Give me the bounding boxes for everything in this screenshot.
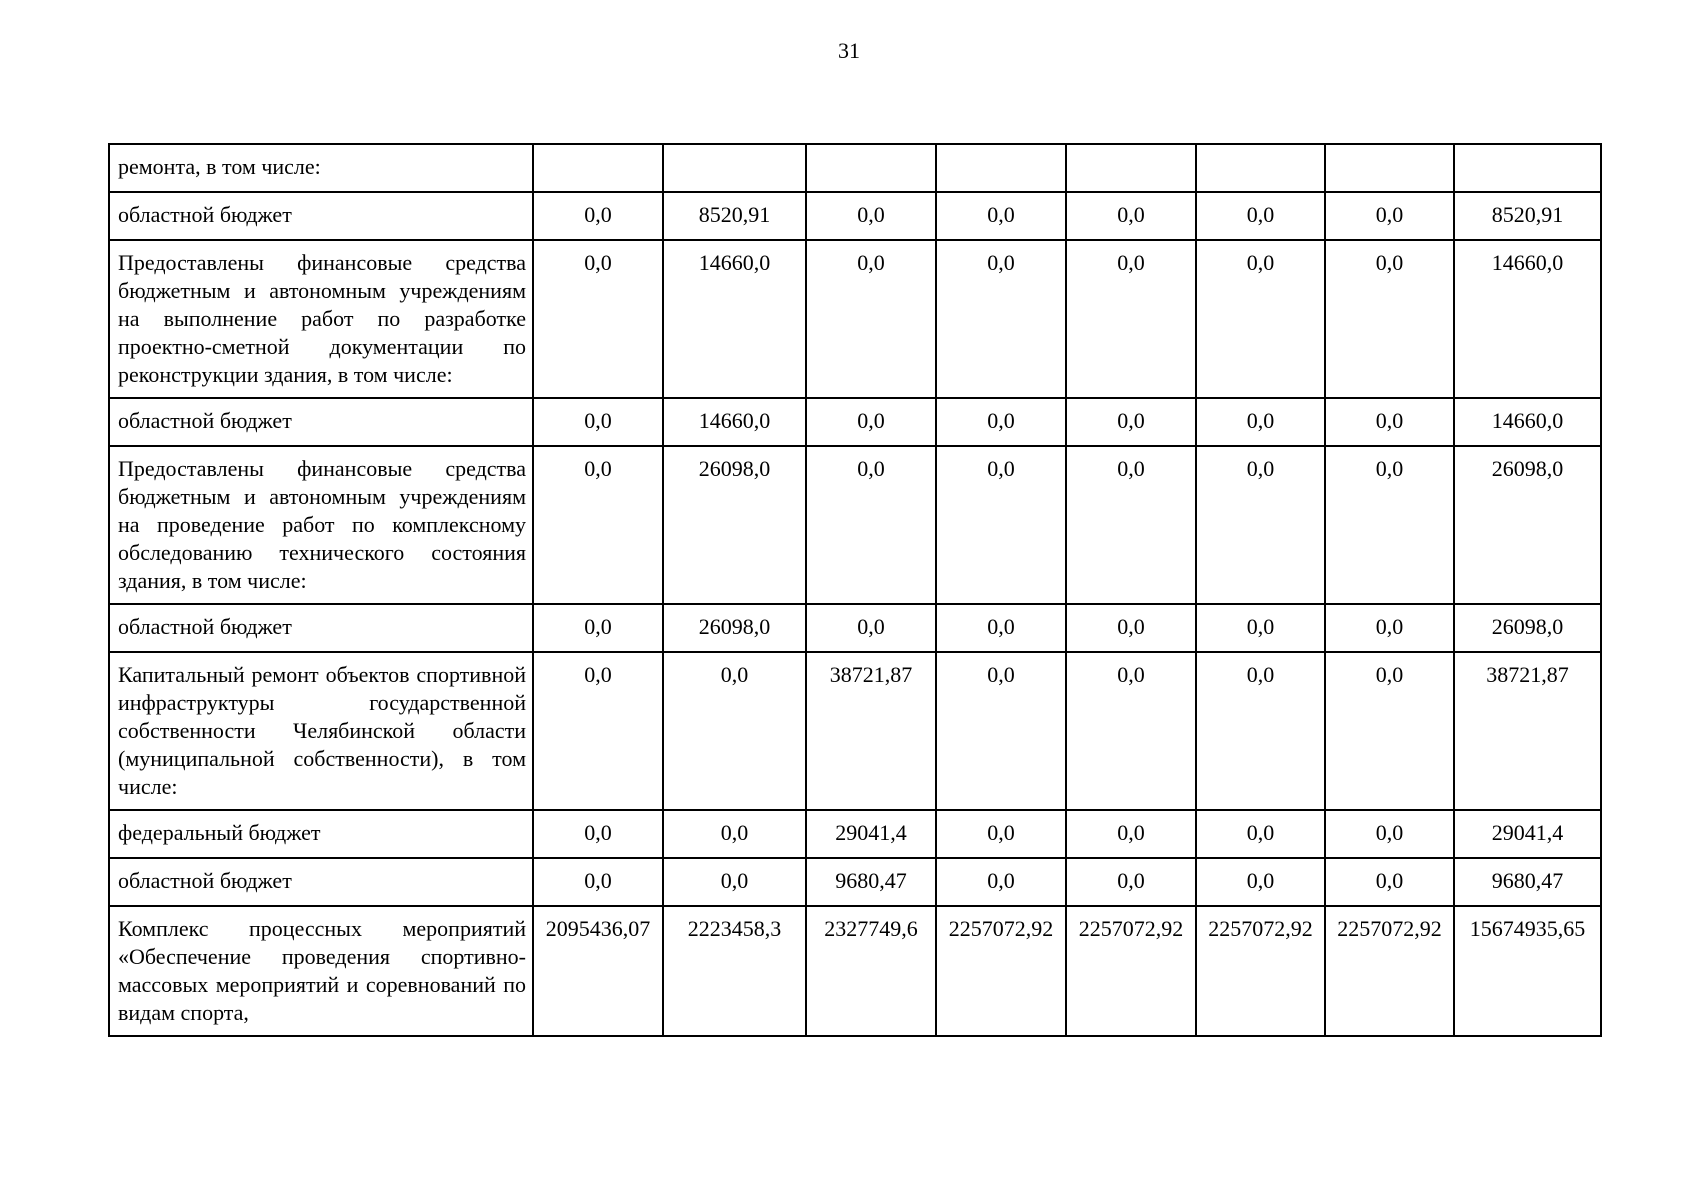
value-cell: 26098,0 — [663, 446, 806, 604]
value-cell: 0,0 — [1066, 240, 1196, 398]
row-label: федеральный бюджет — [109, 810, 533, 858]
table-row — [109, 810, 1601, 858]
table-row — [109, 398, 1601, 446]
row-label: Предоставлены финансовые средства бюджетным и автономным учреждениям на проведение работ по комплексному обследованию технического состояния здания, в том числе: — [109, 446, 533, 604]
table-row — [109, 446, 1601, 604]
value-cell: 0,0 — [806, 192, 936, 240]
row-label: областной бюджет — [109, 398, 533, 446]
row-label: областной бюджет — [109, 858, 533, 906]
value-cell: 14660,0 — [1454, 240, 1601, 398]
table-row — [109, 858, 1601, 906]
value-cell: 0,0 — [663, 652, 806, 810]
value-cell: 0,0 — [936, 240, 1066, 398]
value-cell: 0,0 — [936, 398, 1066, 446]
value-cell: 0,0 — [533, 398, 663, 446]
value-cell: 2223458,3 — [663, 906, 806, 1036]
value-cell: 0,0 — [1325, 398, 1454, 446]
row-label: ремонта, в том числе: — [109, 144, 533, 192]
value-cell: 29041,4 — [1454, 810, 1601, 858]
value-cell: 0,0 — [936, 446, 1066, 604]
value-cell: 0,0 — [533, 192, 663, 240]
row-label: Капитальный ремонт объектов спортивной инфраструктуры государственной собственности Челябинской области (муниципальной собственности), в том числе: — [109, 652, 533, 810]
value-cell: 26098,0 — [663, 604, 806, 652]
value-cell: 0,0 — [1196, 192, 1325, 240]
value-cell: 38721,87 — [806, 652, 936, 810]
value-cell: 14660,0 — [1454, 398, 1601, 446]
value-cell — [1454, 144, 1601, 192]
value-cell: 0,0 — [1066, 446, 1196, 604]
value-cell: 0,0 — [936, 810, 1066, 858]
value-cell: 29041,4 — [806, 810, 936, 858]
value-cell: 0,0 — [1325, 446, 1454, 604]
value-cell: 0,0 — [806, 604, 936, 652]
value-cell: 0,0 — [533, 604, 663, 652]
row-label: Предоставлены финансовые средства бюджетным и автономным учреждениям на выполнение работ по разработке проектно-сметной документации по реконструкции здания, в том числе: — [109, 240, 533, 398]
value-cell — [806, 144, 936, 192]
value-cell: 0,0 — [936, 652, 1066, 810]
value-cell: 26098,0 — [1454, 446, 1601, 604]
value-cell: 0,0 — [1196, 446, 1325, 604]
value-cell: 0,0 — [936, 858, 1066, 906]
value-cell — [533, 144, 663, 192]
value-cell: 0,0 — [533, 652, 663, 810]
value-cell: 0,0 — [1066, 652, 1196, 810]
value-cell: 0,0 — [1325, 652, 1454, 810]
value-cell: 0,0 — [806, 446, 936, 604]
value-cell: 0,0 — [1066, 858, 1196, 906]
value-cell: 0,0 — [1196, 604, 1325, 652]
value-cell: 14660,0 — [663, 398, 806, 446]
value-cell: 0,0 — [1196, 398, 1325, 446]
value-cell: 0,0 — [806, 398, 936, 446]
table-row — [109, 144, 1601, 192]
budget-table — [108, 143, 1602, 1037]
row-label: Комплекс процессных мероприятий «Обеспечение проведения спортивно-массовых мероприятий и соревнований по видам спорта, — [109, 906, 533, 1036]
value-cell: 9680,47 — [1454, 858, 1601, 906]
value-cell: 2257072,92 — [1196, 906, 1325, 1036]
value-cell: 9680,47 — [806, 858, 936, 906]
value-cell: 0,0 — [936, 192, 1066, 240]
value-cell: 14660,0 — [663, 240, 806, 398]
value-cell: 0,0 — [533, 446, 663, 604]
value-cell: 2257072,92 — [1066, 906, 1196, 1036]
value-cell — [1066, 144, 1196, 192]
value-cell: 38721,87 — [1454, 652, 1601, 810]
value-cell: 2327749,6 — [806, 906, 936, 1036]
row-label: областной бюджет — [109, 192, 533, 240]
value-cell: 0,0 — [1066, 192, 1196, 240]
value-cell: 26098,0 — [1454, 604, 1601, 652]
table-row — [109, 604, 1601, 652]
value-cell: 0,0 — [533, 240, 663, 398]
value-cell: 2257072,92 — [1325, 906, 1454, 1036]
table-row — [109, 652, 1601, 810]
value-cell: 0,0 — [1325, 240, 1454, 398]
page-number: 31 — [838, 38, 860, 63]
value-cell: 0,0 — [1325, 192, 1454, 240]
value-cell: 0,0 — [1325, 858, 1454, 906]
value-cell — [1325, 144, 1454, 192]
row-label: областной бюджет — [109, 604, 533, 652]
table-row — [109, 906, 1601, 1036]
value-cell: 2257072,92 — [936, 906, 1066, 1036]
value-cell: 0,0 — [806, 240, 936, 398]
value-cell: 0,0 — [1196, 810, 1325, 858]
value-cell: 0,0 — [533, 858, 663, 906]
value-cell: 8520,91 — [1454, 192, 1601, 240]
value-cell: 0,0 — [1325, 604, 1454, 652]
table-row — [109, 192, 1601, 240]
value-cell: 0,0 — [533, 810, 663, 858]
value-cell: 0,0 — [1066, 604, 1196, 652]
value-cell: 2095436,07 — [533, 906, 663, 1036]
value-cell: 0,0 — [1066, 810, 1196, 858]
value-cell: 8520,91 — [663, 192, 806, 240]
value-cell: 0,0 — [936, 604, 1066, 652]
value-cell — [936, 144, 1066, 192]
value-cell: 0,0 — [1325, 810, 1454, 858]
value-cell: 0,0 — [1196, 240, 1325, 398]
value-cell: 0,0 — [1196, 858, 1325, 906]
table-body — [109, 144, 1601, 1036]
table-row — [109, 240, 1601, 398]
value-cell: 0,0 — [1066, 398, 1196, 446]
value-cell: 0,0 — [663, 810, 806, 858]
value-cell: 0,0 — [663, 858, 806, 906]
value-cell — [1196, 144, 1325, 192]
value-cell: 0,0 — [1196, 652, 1325, 810]
value-cell: 15674935,65 — [1454, 906, 1601, 1036]
value-cell — [663, 144, 806, 192]
